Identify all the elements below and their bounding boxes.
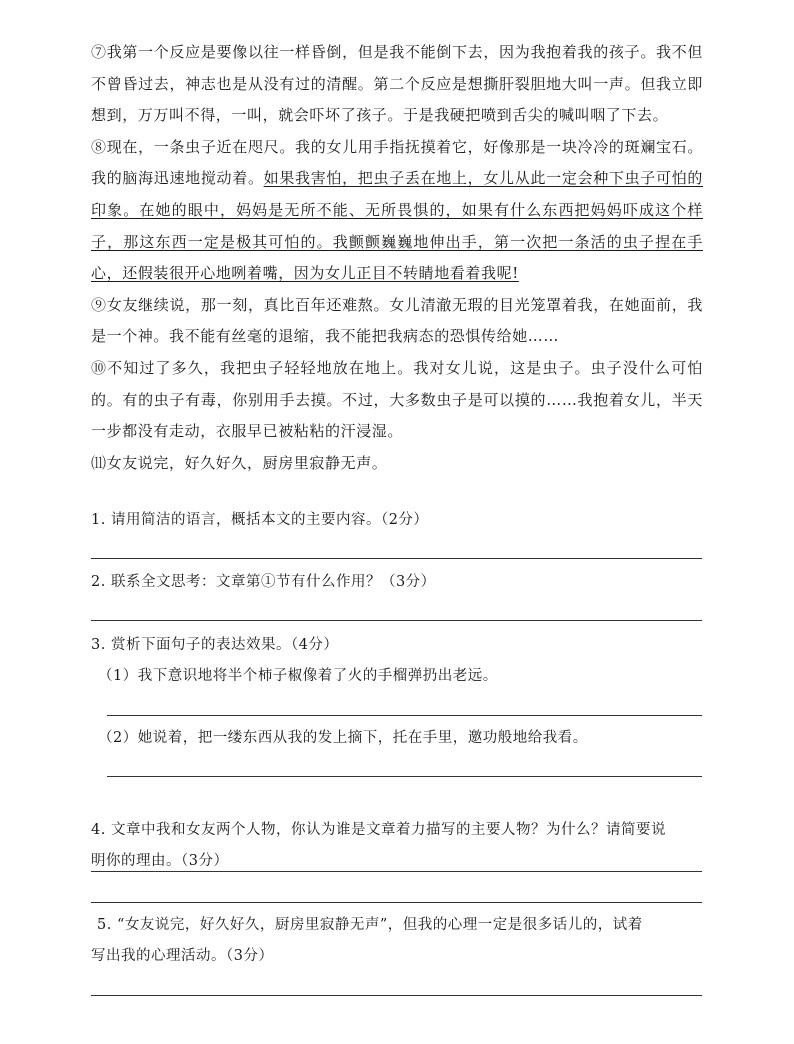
answer-line-4a[interactable] <box>91 871 702 872</box>
paragraph-9: ⑨女友继续说，那一刻，真比百年还难熬。女儿清澈无瑕的目光笼罩着我，在她面前，我是一个神。我不能有丝毫的退缩，我不能把我病态的恐惧传给她…… <box>91 295 703 346</box>
paragraph-8-text: ⑧现在，一条虫子近在咫尺。我的女儿用手指抚摸着它，好像那是一块冷冷的斑斓宝石。我的脑海迅速地搅动着。 <box>91 137 703 188</box>
answer-line-1[interactable] <box>91 558 702 559</box>
question-2: 2. 联系全文思考：文章第①节有什么作用？（3分） <box>91 574 436 590</box>
answer-line-5[interactable] <box>91 995 702 996</box>
answer-line-2[interactable] <box>91 620 702 621</box>
paragraph-10: ⑩不知过了多久，我把虫子轻轻地放在地上。我对女儿说，这是虫子。虫子没什么可怕的。有的虫子有毒，你别用手去摸。不过，大多数虫子是可以摸的……我抱着女儿，半天一步都没有走动，衣服早已被粘粘的汗浸湿。 <box>91 358 703 441</box>
answer-line-3-1[interactable] <box>107 715 702 716</box>
underlined-sentence: 如果我害怕，把虫子丢在地上，女儿从此一定会种下虫子可怕的印象。在她的眼中，妈妈是无所不能、无所畏惧的，如果有什么东西把妈妈吓成这个样子，那这东西一定是极其可怕的。我颤颤巍巍地伸出手，第一次把一条活的虫子捏在手心，还假装很开心地咧着嘴，因为女儿正目不转睛地看着我呢! <box>91 169 703 283</box>
question-4-line-1: 4. 文章中我和女友两个人物，你认为谁是文章着力描写的主要人物？为什么？请简要说 <box>91 822 666 838</box>
question-1: 1. 请用简洁的语言，概括本文的主要内容。（2分） <box>91 512 429 528</box>
paragraph-11: ⑾女友说完，好久好久，厨房里寂静无声。 <box>91 453 388 472</box>
question-5-line-1: 5. “女友说完，好久好久，厨房里寂静无声”，但我的心理一定是很多话儿的，试着 <box>97 917 643 933</box>
paragraph-7: ⑦我第一个反应是要像以往一样昏倒，但是我不能倒下去，因为我抱着我的孩子。我不但不曾昏过去，神志也是从没有过的清醒。第二个反应是想撕肝裂胆地大叫一声。但我立即想到，万万叫不得，一叫，就会吓坏了孩子。于是我硬把喷到舌尖的喊叫咽了下去。 <box>91 43 703 125</box>
question-4-line-2: 明你的理由。（3分） <box>91 853 229 869</box>
question-3-2: （2）她说着，把一缕东西从我的发上摘下，托在手里，邀功般地给我看。 <box>98 730 588 746</box>
answer-line-4b[interactable] <box>91 902 702 903</box>
question-3-1: （1）我下意识地将半个柿子椒像着了火的手榴弹扔出老远。 <box>98 668 498 684</box>
reading-passage <box>91 37 703 479</box>
question-5-line-2: 写出我的心理活动。（3分） <box>91 948 274 964</box>
paragraph-8 <box>91 132 703 290</box>
question-3: 3. 赏析下面句子的表达效果。（4分） <box>91 637 339 653</box>
answer-line-3-2[interactable] <box>107 776 702 777</box>
